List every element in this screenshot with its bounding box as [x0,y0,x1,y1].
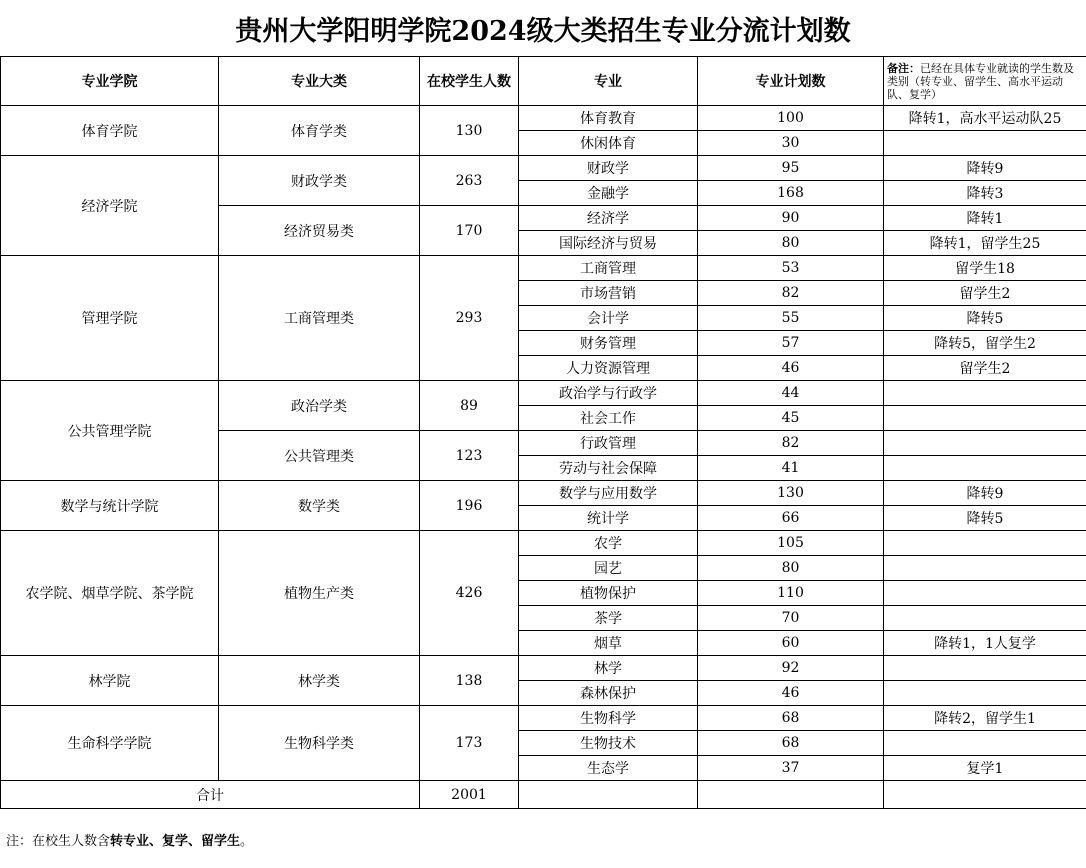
major-cell: 植物保护 [519,581,698,606]
plan-cell: 68 [698,731,884,756]
major-cell: 林学 [519,656,698,681]
total-students: 2001 [420,781,519,809]
major-cell: 财政学 [519,156,698,181]
major-cell: 经济学 [519,206,698,231]
major-cell: 金融学 [519,181,698,206]
category-cell: 数学类 [219,481,420,531]
plan-cell: 80 [698,556,884,581]
total-label: 合计 [1,781,420,809]
major-cell: 社会工作 [519,406,698,431]
major-cell: 统计学 [519,506,698,531]
plan-cell: 68 [698,706,884,731]
category-cell: 经济贸易类 [219,206,420,256]
category-cell: 生物科学类 [219,706,420,781]
plan-cell: 45 [698,406,884,431]
major-cell: 劳动与社会保障 [519,456,698,481]
plan-cell: 130 [698,481,884,506]
major-cell: 生物技术 [519,731,698,756]
page-title: 贵州大学阳明学院2024级大类招生专业分流计划数 [235,15,851,47]
note-cell [884,656,1086,681]
students-cell: 293 [420,256,519,381]
plan-cell: 55 [698,306,884,331]
college-cell: 生命科学学院 [1,706,219,781]
plan-cell: 82 [698,431,884,456]
major-cell: 茶学 [519,606,698,631]
category-cell: 政治学类 [219,381,420,431]
plan-cell: 46 [698,681,884,706]
plan-cell: 100 [698,106,884,131]
plan-cell: 92 [698,656,884,681]
total-row [1,781,1086,809]
major-cell: 体育教育 [519,106,698,131]
table-row [1,106,1086,131]
students-cell: 173 [420,706,519,781]
major-cell: 农学 [519,531,698,556]
plan-cell: 44 [698,381,884,406]
college-cell: 经济学院 [1,156,219,256]
note-cell: 降转5 [884,306,1086,331]
plan-cell: 53 [698,256,884,281]
table-row [1,706,1086,731]
note-cell: 复学1 [884,756,1086,781]
table-row [1,256,1086,281]
category-cell: 工商管理类 [219,256,420,381]
note-cell [884,606,1086,631]
note-cell: 留学生18 [884,256,1086,281]
college-cell: 公共管理学院 [1,381,219,481]
category-cell: 体育学类 [219,106,420,156]
major-cell: 烟草 [519,631,698,656]
note-cell: 留学生2 [884,281,1086,306]
header-note [884,57,1086,106]
header-note-label: 备注： [887,61,920,75]
note-cell: 降转3 [884,181,1086,206]
major-cell: 生物科学 [519,706,698,731]
major-cell: 政治学与行政学 [519,381,698,406]
major-cell: 数学与应用数学 [519,481,698,506]
plan-cell: 168 [698,181,884,206]
total-empty-note [884,781,1086,809]
plan-cell: 57 [698,331,884,356]
note-cell: 降转5 [884,506,1086,531]
category-cell: 财政学类 [219,156,420,206]
plan-cell: 110 [698,581,884,606]
table-row [1,381,1086,406]
category-cell: 林学类 [219,656,420,706]
major-cell: 生态学 [519,756,698,781]
header-plan: 专业计划数 [698,57,884,106]
students-cell: 170 [420,206,519,256]
note-cell [884,531,1086,556]
college-cell: 体育学院 [1,106,219,156]
plan-cell: 80 [698,231,884,256]
major-cell: 工商管理 [519,256,698,281]
footnote-prefix: 注：在校生人数含 [6,834,111,849]
note-cell [884,731,1086,756]
major-cell: 园艺 [519,556,698,581]
major-cell: 森林保护 [519,681,698,706]
major-cell: 人力资源管理 [519,356,698,381]
note-cell: 降转1，高水平运动队25 [884,106,1086,131]
table-row [1,531,1086,556]
footnote-bold: 转专业、复学、留学生 [110,834,241,849]
note-cell [884,431,1086,456]
college-cell: 林学院 [1,656,219,706]
plan-cell: 82 [698,281,884,306]
header-students: 在校学生人数 [420,57,519,106]
students-cell: 426 [420,531,519,656]
plan-cell: 90 [698,206,884,231]
students-cell: 123 [420,431,519,481]
students-cell: 138 [420,656,519,706]
students-cell: 263 [420,156,519,206]
total-empty-major [519,781,698,809]
plan-cell: 46 [698,356,884,381]
footnote [6,830,253,849]
plan-cell: 105 [698,531,884,556]
major-cell: 国际经济与贸易 [519,231,698,256]
note-cell [884,406,1086,431]
plan-cell: 70 [698,606,884,631]
category-cell: 植物生产类 [219,531,420,656]
table-row [1,656,1086,681]
header-note-text: 已经在具体专业就读的学生数及类别（转专业、留学生、高水平运动队、复学） [887,61,1074,101]
table-row [1,156,1086,181]
table-row [1,481,1086,506]
plan-cell: 66 [698,506,884,531]
note-cell [884,381,1086,406]
major-cell: 市场营销 [519,281,698,306]
college-cell: 管理学院 [1,256,219,381]
header-major: 专业 [519,57,698,106]
plan-cell: 41 [698,456,884,481]
major-cell: 财务管理 [519,331,698,356]
note-cell [884,456,1086,481]
students-cell: 130 [420,106,519,156]
major-cell: 行政管理 [519,431,698,456]
students-cell: 196 [420,481,519,531]
major-cell: 会计学 [519,306,698,331]
header-row [1,57,1086,106]
header-category: 专业大类 [219,57,420,106]
note-cell: 降转1 [884,206,1086,231]
note-cell: 留学生2 [884,356,1086,381]
footnote-suffix: 。 [240,834,254,849]
students-cell: 89 [420,381,519,431]
note-cell [884,581,1086,606]
note-cell: 降转9 [884,481,1086,506]
total-empty-plan [698,781,884,809]
header-college: 专业学院 [1,57,219,106]
note-cell: 降转5，留学生2 [884,331,1086,356]
plan-table [0,56,1086,809]
note-cell [884,681,1086,706]
note-cell [884,131,1086,156]
plan-cell: 30 [698,131,884,156]
note-cell: 降转1，1人复学 [884,631,1086,656]
major-cell: 休闲体育 [519,131,698,156]
college-cell: 农学院、烟草学院、茶学院 [1,531,219,656]
plan-cell: 60 [698,631,884,656]
note-cell: 降转9 [884,156,1086,181]
note-cell: 降转2，留学生1 [884,706,1086,731]
note-cell [884,556,1086,581]
note-cell: 降转1，留学生25 [884,231,1086,256]
category-cell: 公共管理类 [219,431,420,481]
plan-cell: 37 [698,756,884,781]
college-cell: 数学与统计学院 [1,481,219,531]
plan-cell: 95 [698,156,884,181]
